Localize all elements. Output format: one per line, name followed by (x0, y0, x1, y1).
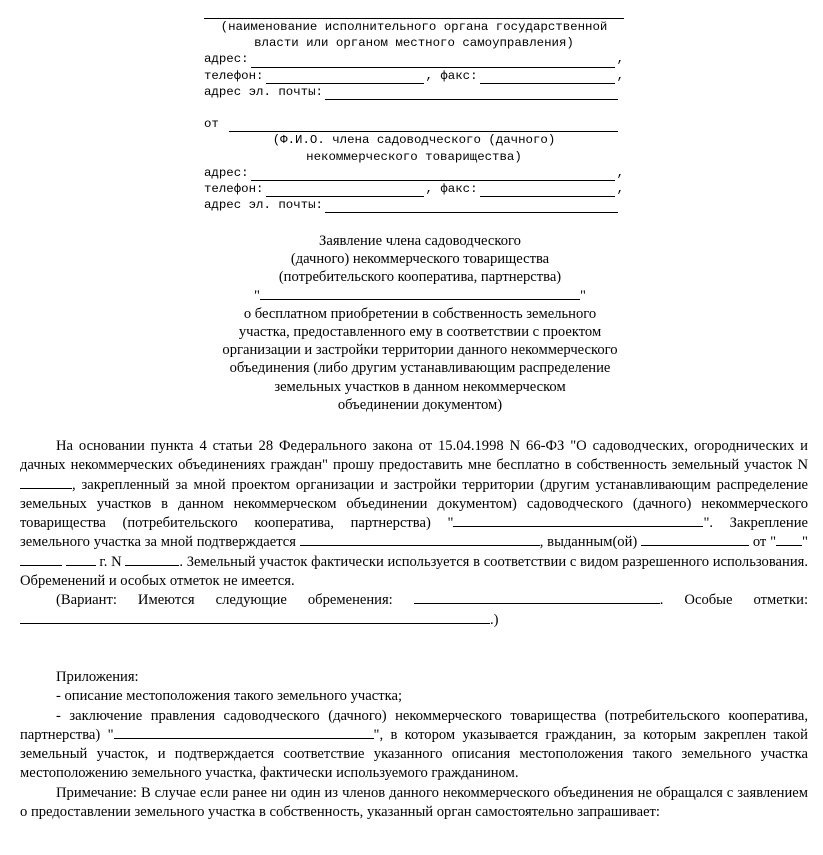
document-title (180, 232, 660, 414)
subject-line-4: объединения (либо другим устанавливающим распределение (229, 360, 611, 377)
member-address-row: адрес: , (204, 165, 624, 180)
encumbrances-field[interactable] (414, 591, 660, 604)
org-name-line[interactable] (204, 8, 624, 19)
member-phone-field[interactable] (266, 184, 424, 197)
partnership-name-line: " " (254, 287, 586, 304)
email-label: адрес эл. почты: (204, 84, 323, 99)
issue-year-field[interactable] (66, 553, 96, 566)
subject-line-5: земельных участков в данном некоммерческом (274, 378, 566, 395)
subject-line-3: организации и застройки территории данного некоммерческого (222, 342, 618, 359)
partnership-name-field[interactable] (260, 287, 580, 300)
plot-number-field[interactable] (20, 476, 72, 489)
from-label: от (204, 117, 219, 132)
email-label: адрес эл. почты: (204, 198, 323, 213)
address-label: адрес: (204, 52, 249, 67)
member-name-field[interactable] (229, 119, 618, 132)
issue-day-field[interactable] (776, 533, 802, 546)
attachment-item-2: - заключение правления садоводческого (дачного) некоммерческого товарищества (потребительского кооператива, партнерства) " ", в котором указывается гражданин, за которым закреплен такой земельный участок, и подтверждается соответствие указанного описания местоположения такого земельного участка местоположению земельного участка, фактически используемого гражданином. (20, 707, 808, 782)
org-phone-field[interactable] (266, 71, 424, 84)
issued-by-field[interactable] (641, 533, 749, 546)
partnership-name-inline-field[interactable] (453, 514, 703, 527)
org-email-field[interactable] (325, 87, 618, 100)
confirming-document-field[interactable] (300, 533, 540, 546)
issue-month-field[interactable] (20, 553, 62, 566)
member-email-field[interactable] (325, 200, 618, 213)
member-email-row (204, 197, 624, 213)
member-fax-field[interactable] (480, 184, 615, 197)
address-label: адрес: (204, 165, 249, 180)
from-row (204, 116, 624, 132)
fax-label: , факс: (425, 68, 478, 83)
org-fax-field[interactable] (480, 71, 615, 84)
phone-label: телефон: (204, 181, 264, 196)
special-marks-field[interactable] (20, 611, 490, 624)
org-caption-1: (наименование исполнительного органа государственной (220, 20, 608, 34)
main-paragraph: На основании пункта 4 статьи 28 Федерального закона от 15.04.1998 N 66-ФЗ "О садоводческих, огороднических и дачных некоммерческих объединениях граждан" прошу предоставить мне бесплатно в собственность земельный участок N , закрепленный за мной проектом организации и застройки территории (другим устанавливающим распределение земельных участков в данном некоммерческом объединении документом) садоводческого (дачного) некоммерческого товарищества (потребительского кооператива, партнерства) " ". Закрепление земельного участка за мной подтверждается , выданным(ой) от " " г. N . Земельный участок фактически используется в соответствии с видом разрешенного использования. Обременений и особых отметок не имеется. (20, 438, 808, 590)
addressee-block (204, 8, 624, 213)
org-phone-row: телефон: , факс: , (204, 68, 624, 83)
fax-label: , факс: (425, 181, 478, 196)
member-caption-2: некоммерческого товарищества) (306, 149, 522, 164)
phone-label: телефон: (204, 68, 264, 83)
document-body (20, 437, 808, 822)
title-line-3: (потребительского кооператива, партнерства) (278, 269, 562, 286)
variant-paragraph: (Вариант: Имеются следующие обременения: . Особые отметки: .) (20, 591, 808, 630)
org-caption-2: власти или органом местного самоуправления) (254, 36, 574, 51)
org-address-field[interactable] (251, 55, 615, 68)
title-line-2: (дачного) некоммерческого товарищества (290, 251, 550, 268)
member-caption-1: (Ф.И.О. члена садоводческого (дачного) (272, 133, 556, 148)
member-phone-row: телефон: , факс: , (204, 181, 624, 196)
attachment-item-1: - описание местоположения такого земельного участка; (56, 688, 403, 705)
note-paragraph: Примечание: В случае если ранее ни один из членов данного некоммерческого объединения не обращался с заявлением о предоставлении земельного участка в собственность, указанный орган самостоятельно запрашивает: (20, 784, 808, 821)
board-partnership-name-field[interactable] (114, 726, 374, 739)
org-email-row (204, 84, 624, 100)
org-address-row: адрес: , (204, 52, 624, 67)
subject-line-2: участка, предоставленного ему в соответствии с проектом (238, 324, 602, 341)
member-address-field[interactable] (251, 168, 615, 181)
subject-line-6: объединении документом) (337, 396, 503, 413)
title-line-1: Заявление члена садоводческого (319, 233, 521, 249)
attachments-heading: Приложения: (56, 668, 139, 685)
document-number-field[interactable] (125, 553, 179, 566)
subject-line-1: о бесплатном приобретении в собственность земельного (243, 305, 597, 322)
